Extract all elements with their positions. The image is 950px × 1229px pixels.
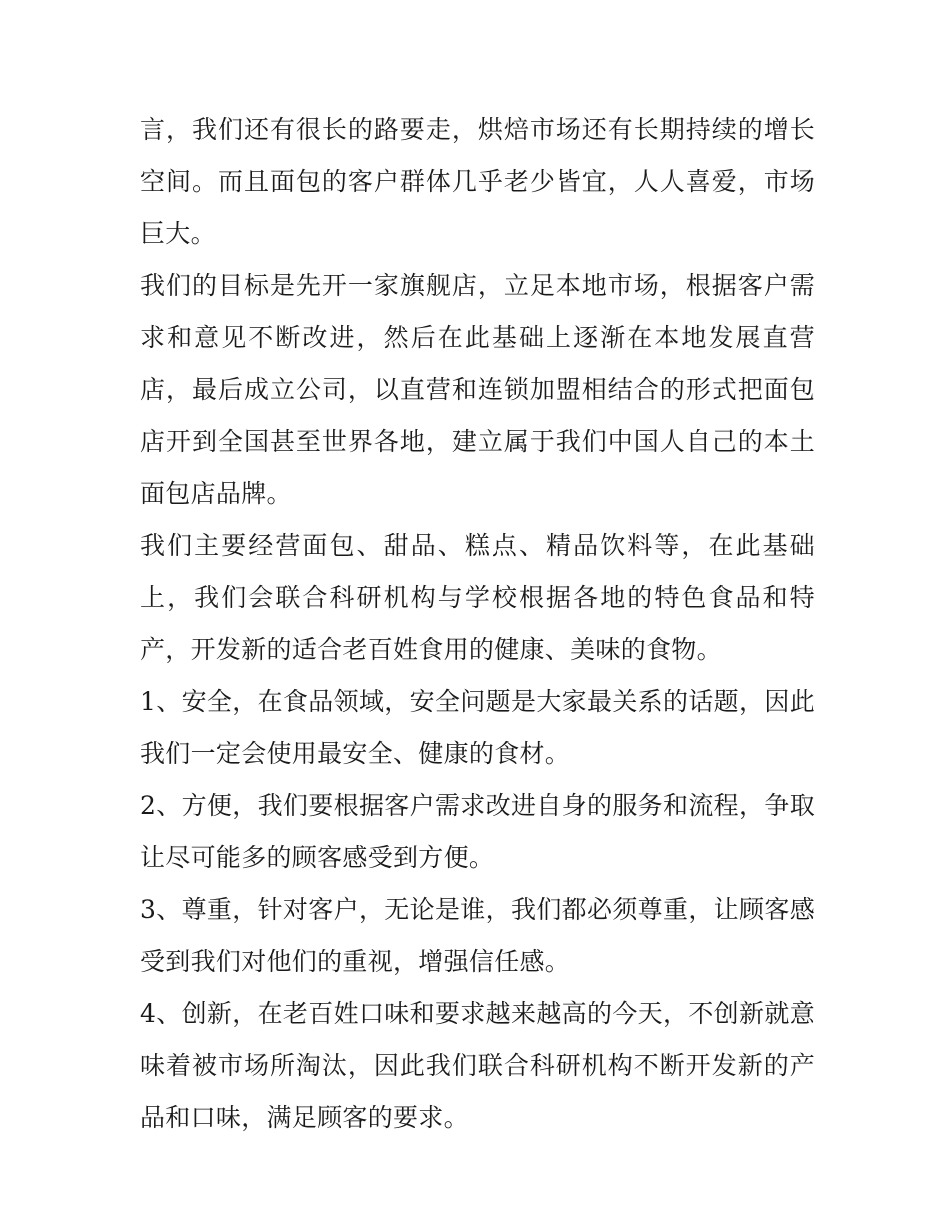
paragraph-market-outlook: 言，我们还有很长的路要走，烘焙市场还有长期持续的增长空间。而且面包的客户群体几乎老少皆宜，人人喜爱，市场巨大。: [140, 115, 815, 248]
list-item-convenience: 2、方便，我们要根据客户需求改进自身的服务和流程，争取让尽可能多的顾客感受到方便。: [140, 791, 815, 872]
list-item-safety: 1、安全，在食品领域，安全问题是大家最关系的话题，因此我们一定会使用最安全、健康的食材。: [140, 687, 815, 768]
document-body: [140, 104, 815, 1144]
paragraph-products: 我们主要经营面包、甜品、糕点、精品饮料等，在此基础上，我们会联合科研机构与学校根据各地的特色食品和特产，开发新的适合老百姓食用的健康、美味的食物。: [140, 531, 815, 664]
list-item-innovation: 4、创新，在老百姓口味和要求越来越高的今天，不创新就意味着被市场所淘汰，因此我们联合科研机构不断开发新的产品和口味，满足顾客的要求。: [140, 999, 815, 1132]
paragraph-goals: 我们的目标是先开一家旗舰店，立足本地市场，根据客户需求和意见不断改进，然后在此基础上逐渐在本地发展直营店，最后成立公司，以直营和连锁加盟相结合的形式把面包店开到全国甚至世界各地，建立属于我们中国人自己的本土面包店品牌。: [140, 271, 815, 508]
list-item-respect: 3、尊重，针对客户，无论是谁，我们都必须尊重，让顾客感受到我们对他们的重视，增强信任感。: [140, 895, 815, 976]
